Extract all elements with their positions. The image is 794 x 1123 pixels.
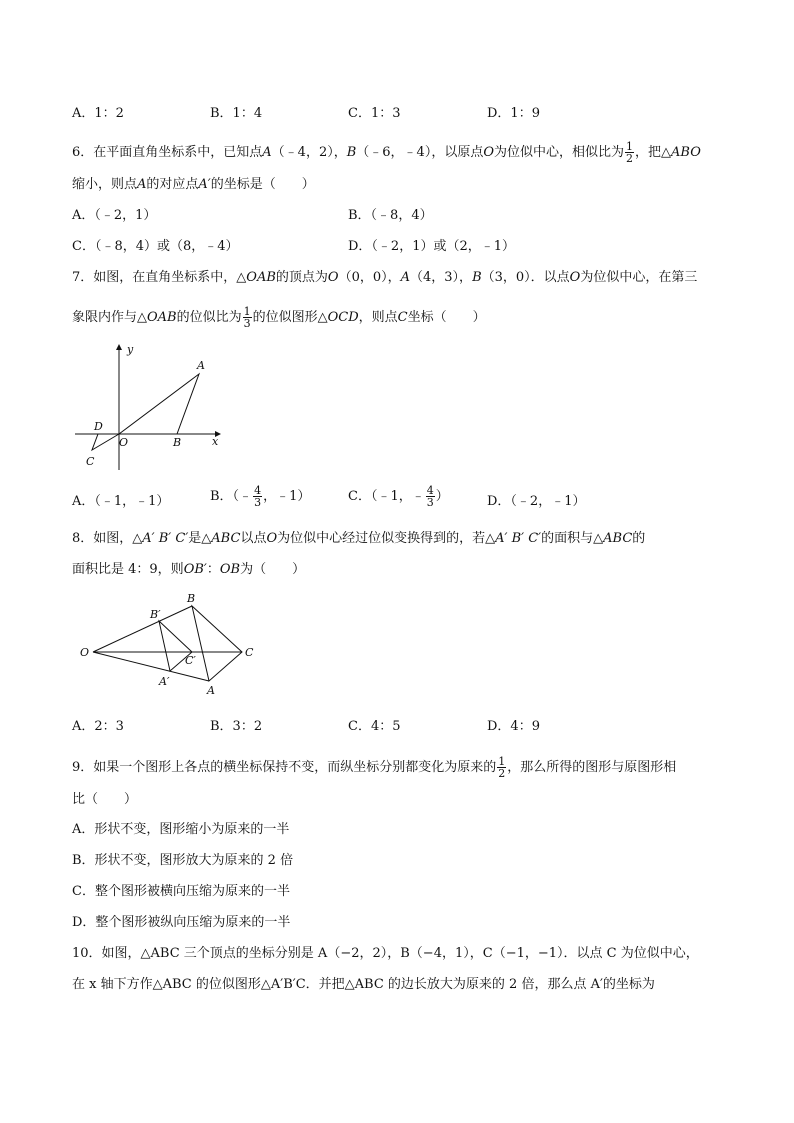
q10-stem-line2: 在 x 轴下方作△ABC 的位似图形△A′B′C．并把△ABC 的边长放大为原来的 2 倍，那么点 A′的坐标为 [72,977,655,992]
q8-option-b: B．3：2 [210,719,263,734]
q5-option-a: A．1：2 [72,106,124,121]
q8-label-c1: C′ [185,654,196,667]
q8-stem-line2: 面积比是 4：9，则OB′：OB为（ ） [72,562,306,577]
q8-label-a1: A′ [159,675,170,688]
q7-label-d: D [94,420,103,433]
q5-option-d: D．1：9 [487,106,540,121]
q5-option-c: C．1：3 [348,106,401,121]
q6-option-b: B．（﹣8，4） [348,208,433,223]
q8-stem-line1: 8．如图，△A′ B′ C′是△ABC以点O为位似中心经过位似变换得到的，若△A′ B′ C′的面积与△ABC的 [72,531,646,546]
q7-label-y: y [127,343,134,356]
q6-option-d: D．（﹣2，1）或（2，﹣1） [348,239,516,254]
q9-option-b: B．形状不变，图形放大为原来的 2 倍 [72,853,294,868]
q8-label-b1: B′ [150,608,161,621]
q7-label-x: x [212,435,219,448]
q8-option-d: D．4：9 [487,719,540,734]
q10-stem-line1: 10．如图，△ABC 三个顶点的坐标分别是 A（−2，2），B（−4，1），C（−1，−1）．以点 C 为位似中心， [72,946,699,961]
q7-stem-line2: 象限内作与△OAB的位似比为 $\frac{1}{3}$ 的位似图形△OCD，则点C坐标（ ） [72,305,486,330]
q9-option-c: C．整个图形被横向压缩为原来的一半 [72,884,290,899]
q7-option-d: D．（﹣2，﹣1） [487,494,586,509]
q9-option-a: A．形状不变，图形缩小为原来的一半 [72,822,290,837]
q8-option-a: A．2：3 [72,719,124,734]
q6-option-c: C．（﹣8，4）或（8，﹣4） [72,239,239,254]
q7-fraction: $\frac{1}{3}$ [243,305,251,330]
q9-stem-line2: 比（ ） [72,792,138,807]
q8-line-o-b [93,606,192,652]
q9-stem-line1: 9．如果一个图形上各点的横坐标保持不变，而纵坐标分别都变化为原来的 $\frac{1}{2}$ ，那么所得的图形与原图形相 [72,755,677,780]
q8-label-a: A [207,684,215,697]
q8-triangle-abc [192,606,242,681]
q8-figure [70,588,270,703]
q7-label-a: A [197,359,205,372]
q8-label-b: B [187,592,196,605]
q7-option-a: A．（﹣1，﹣1） [72,494,170,509]
q8-label-c: C [245,646,254,659]
q8-option-c: C．4：5 [348,719,401,734]
q7-label-o: O [119,436,129,449]
q5-option-b: B．1：4 [210,106,263,121]
q9-option-d: D．整个图形被纵向压缩为原来的一半 [72,915,291,930]
q7-option-c: C．（﹣1，﹣ $\frac{4}{3}$ ） [348,484,449,509]
q7-label-b: B [173,436,182,449]
q8-label-o: O [80,646,90,659]
q7-triangle-oab [119,374,199,434]
q7-label-c: C [86,455,95,468]
q9-fraction: $\frac{1}{2}$ [498,755,506,780]
q6-stem-line2: 缩小，则点A的对应点A′的坐标是（ ） [72,177,315,192]
q6-stem-line1: 6．在平面直角坐标系中，已知点A（﹣4，2），B（﹣6，﹣4），以原点O为位似中心，相似比为 $\frac{1}{2}$ ，把△ABO [72,140,701,165]
q7-triangle-ocd [92,434,119,450]
q7-stem-line1: 7．如图，在直角坐标系中，△OAB的顶点为O（0，0），A（4，3），B（3，0）．以点O为位似中心，在第三 [72,270,698,285]
q6-option-a: A．（﹣2，1） [72,208,157,223]
q7-figure [70,340,230,475]
q7-option-b: B．（﹣ $\frac{4}{3}$ ，﹣1） [210,484,311,509]
q6-fraction: $\frac{1}{2}$ [626,140,634,165]
